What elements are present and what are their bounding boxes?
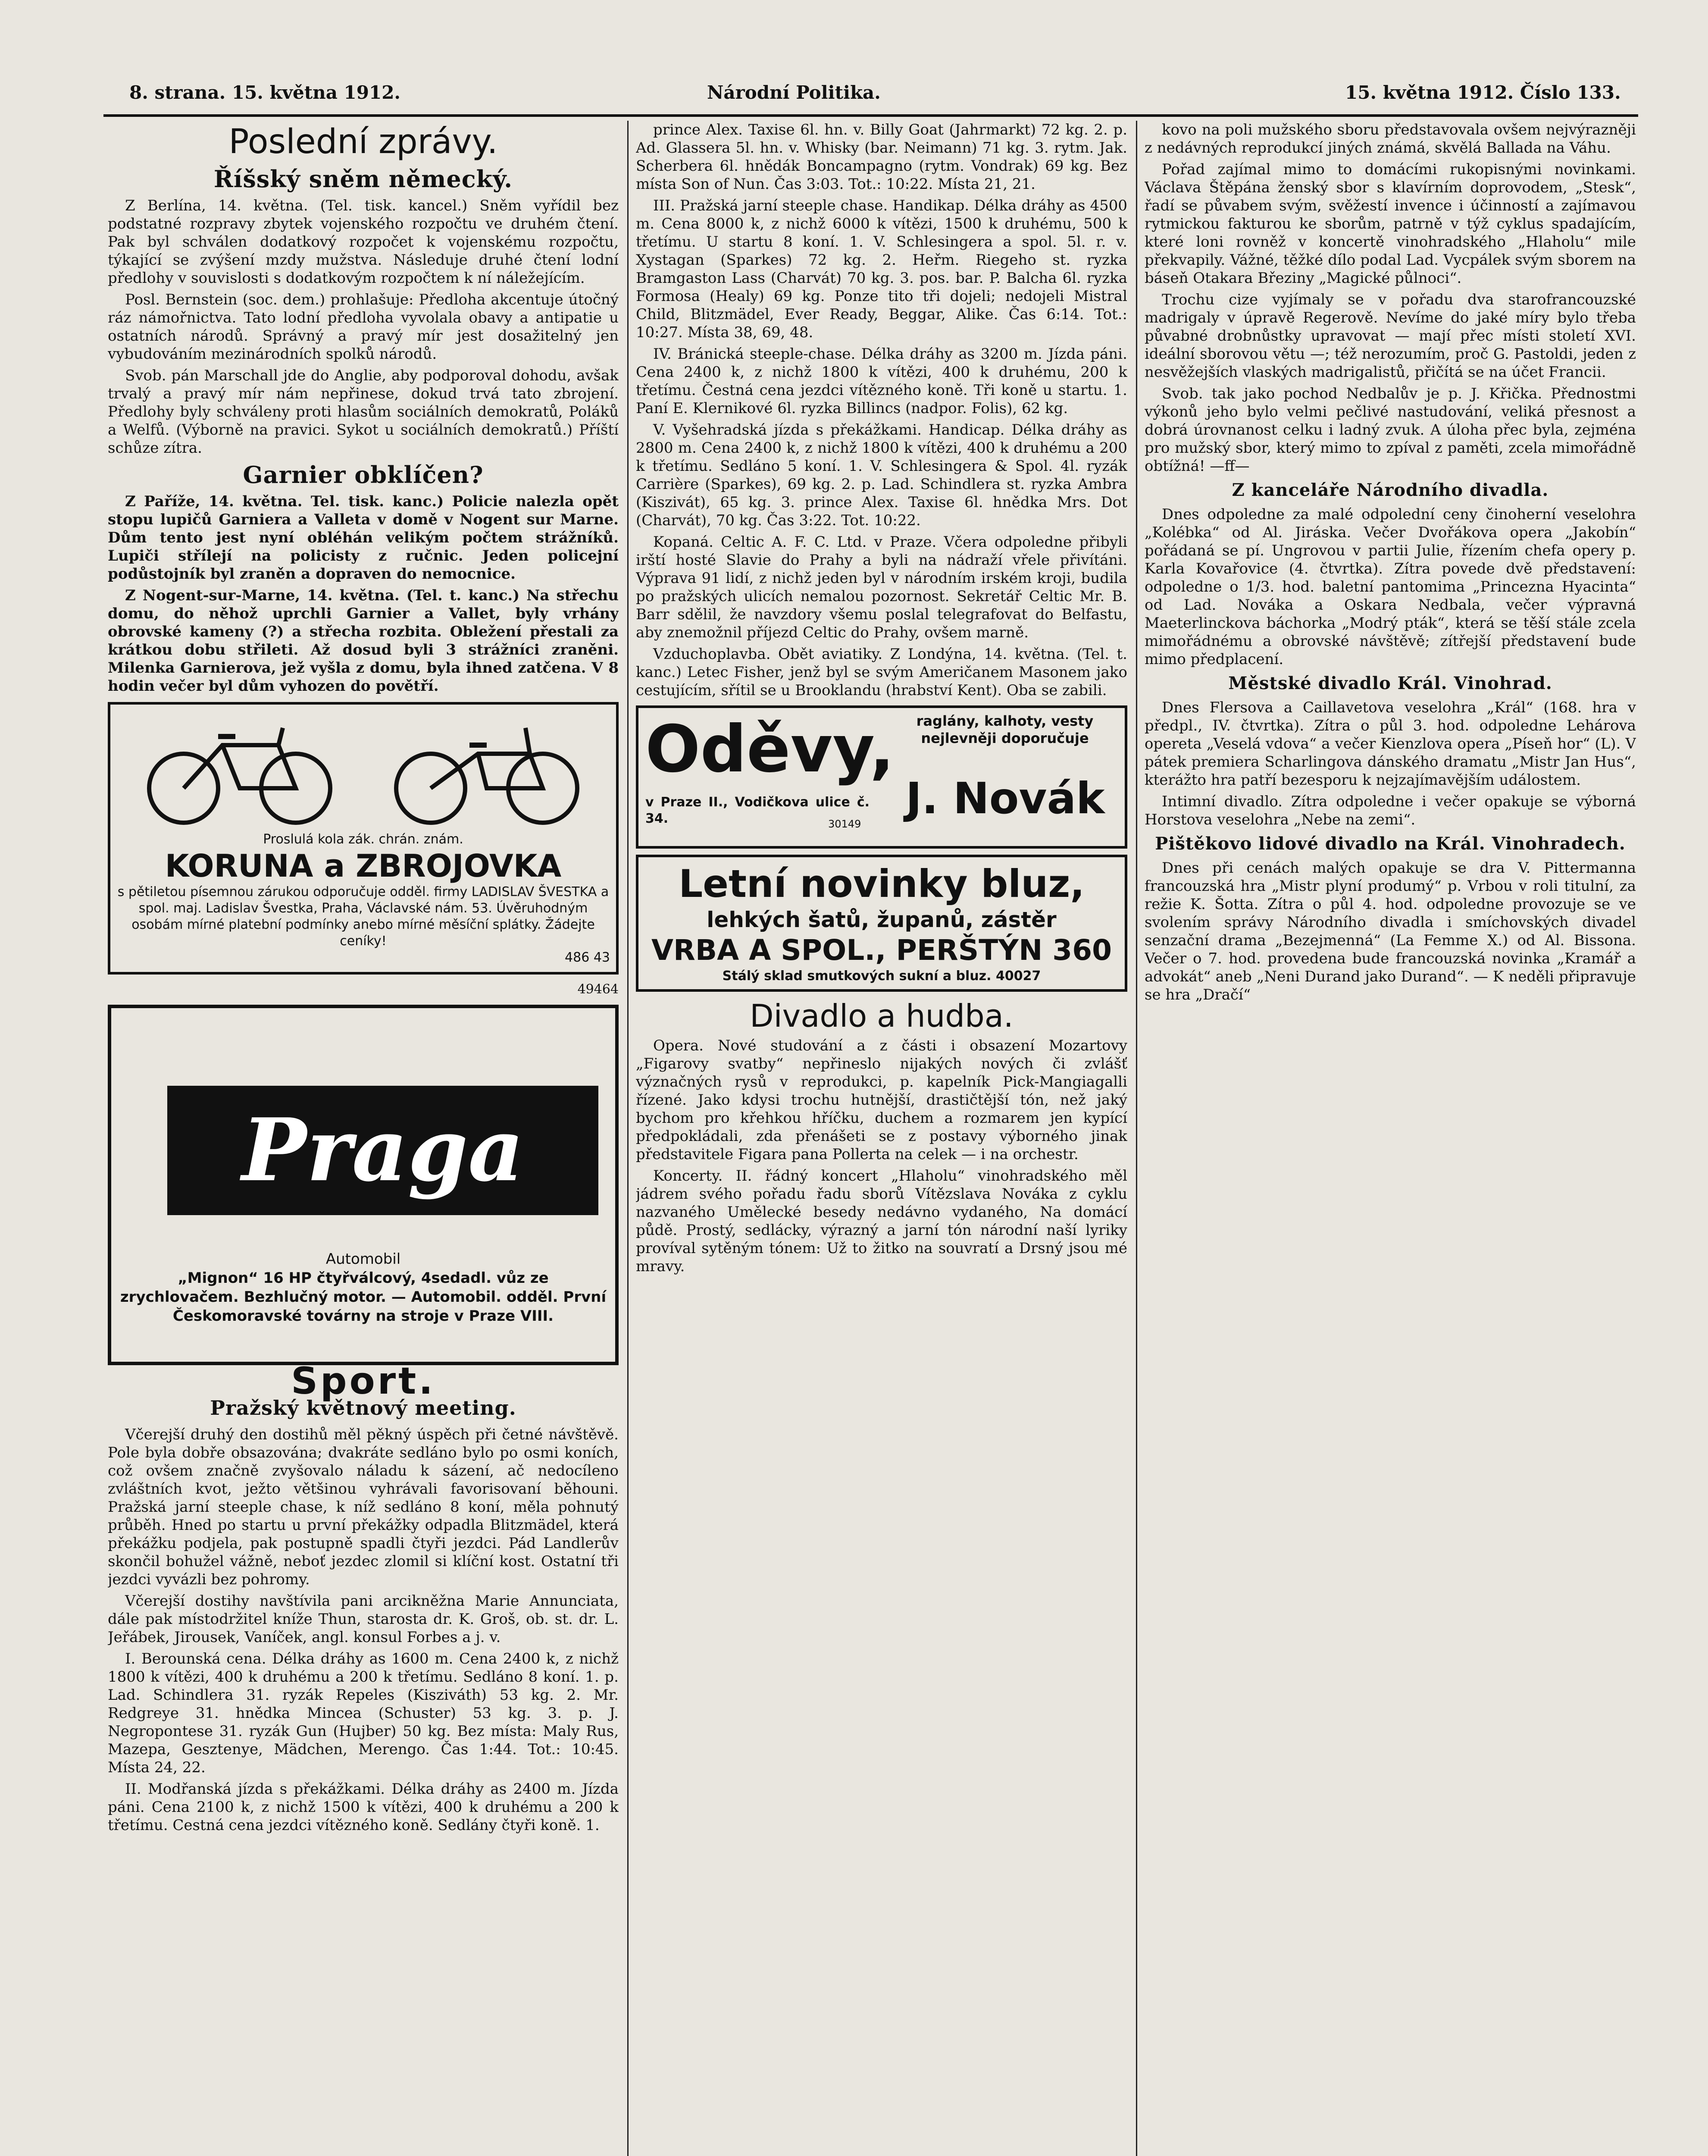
ad-title: Letní novinky bluz, (679, 862, 1085, 906)
column-divider (1136, 121, 1137, 2156)
ad-line: „Mignon“ 16 HP čtyřválcový, 4sedadl. vůz ze zrychlovačem. Bezhlučný motor. — Automobil. odděl. První Českomoravské továrny na stroje v Praze VIII. (120, 1269, 607, 1325)
ad-address: v Praze II., Vodičkova ulice č. 34. (645, 795, 870, 826)
page-info-right: 15. května 1912. Číslo 133. (1345, 82, 1621, 103)
page-info-left: 8. strana. 15. května 1912. (129, 82, 401, 103)
ad-code: 49464 (577, 982, 619, 997)
article-paragraph: Z Paříže, 14. května. Tel. tisk. kanc.) Policie nalezla opět stopu lupičů Garniera a Valleta v domě v Nogent sur Marne. Dům tento jest nyní obléhán velikým počtem strážníků. Lupiči střílejí na policisty z ručnic. Jeden policejní podůstojník byl zraněn a dopraven do nemocnice. (108, 493, 619, 583)
masthead (103, 78, 1638, 112)
ad-code: 30149 (828, 818, 861, 830)
newspaper-page (103, 78, 1638, 2156)
ad-sub: lehkých šatů, županů, zástěr (707, 907, 1057, 932)
article-headline: Pištěkovo lidové divadlo na Král. Vinohradech. (1155, 834, 1626, 854)
column-divider (627, 121, 629, 2156)
article-paragraph: Svob. tak jako pochod Nedbalův je p. J. Křička. Přednostmi výkonů jeho bylo velmi pečlivé nastudování, veliká přesnost a dobrá úrovnanost celku i ladný zvuk. A úloha přec byla, zejména pro mužský sbor, který mimo to zpíval z paměti, zcela mimořádně obtížná! —ff— (1145, 385, 1636, 475)
article-headline: Městské divadlo Král. Vinohrad. (1228, 673, 1552, 693)
article-paragraph: kovo na poli mužského sboru představovala ovšem nejvýrazněji z nedávných reprodukcí jiných známá, skvělá Ballada na Váhu. (1145, 121, 1636, 157)
article-paragraph: Včerejší druhý den dostihů měl pěkný úspěch při četné návštěvě. Pole byla dobře obsazována; dvakráte sedláno bylo po osmi koních, což ovšem značně zvyšovalo náladu k sázení, ač nedocíleno zvláštních kvot, ježto většinou vyhrávali favorisovaní běhouni. Pražská jarní steeple chase, k níž sedláno 8 koní, měla pohnutý průběh. Hned po startu u první překážky odpadla Blitzmädel, která překážku podjela, pak postupně spadli čtyři jezdci. Pád Landlerův skončil bohužel vážně, neboť jezdec zlomil si klíční kost. Ostatní tři jezdci vyvázli bez pohromy. (108, 1426, 619, 1588)
advertisement-bicycles (108, 702, 619, 975)
article-paragraph: Intimní divadlo. Zítra odpoledne i večer opakuje se výborná Horstova veselohra „Nebe na zemi“. (1145, 793, 1636, 828)
article-paragraph: Včerejší dostihy navštívila pani arcikněžna Marie Annunciata, dále pak místodržitel kníže Thun, starosta dr. K. Groš, ob. st. dr. L. Jeřábek, Jirousek, Vaníček, angl. konsul Forbes a j. v. (108, 1592, 619, 1646)
article-paragraph: Z Berlína, 14. května. (Tel. tisk. kancel.) Sněm vyřídil bez podstatné rozpravy zbytek vojenského rozpočtu ve druhém čtení. Pak byl schválen dodatkový rozpočet k vojenskému rozpočtu, týkající se zvýšení mzdy mužstva. Následuje druhé čtení lodní předlohy v souvislosti s dodatkovým rozpočtem k ní náležejícím. (108, 197, 619, 287)
ad-line: Automobil (325, 1250, 401, 1268)
ad-footer: Stálý sklad smutkových sukní a bluz. 40027 (722, 968, 1041, 984)
article-paragraph: I. Berounská cena. Délka dráhy as 1600 m. Cena 2400 k, z nichž 1800 k vítězi, 400 k druhému a 200 k třetímu. Sedláno 8 koní. 1. p. Lad. Schindlera 31. ryzák Repeles (Kisziváth) 53 kg. 2. Mr. Redgreye 31. hnědka Mincea (Schuster) 53 kg. 3. p. J. Negropontese 31. ryzák Gun (Hujber) 50 kg. Bez místa: Maly Rus, Mazepa, Gesztenye, Mädchen, Merengo. Čas 1:44. Tot.: 10:45. Místa 24, 22. (108, 1650, 619, 1776)
ad-code: 486 43 (565, 950, 610, 965)
ad-line: s pětiletou písemnou zárukou odporučuje odděl. firmy LADISLAV ŠVESTKA a spol. maj. Ladislav Švestka, Praha, Václavské nám. 53. Úvěruhodným osobám mírné platební podmínky anebo mírné měsíční splátky. Žádejte ceníky! (117, 884, 609, 949)
ad-brand: KORUNA a ZBROJOVKA (165, 848, 562, 884)
article-paragraph: Z Nogent-sur-Marne, 14. května. (Tel. t. kanc.) Na střechu domu, do něhož uprchli Garnier a Vallet, byly vrhány obrovské kameny (?) a střecha rozbita. Obležení přestali za krátkou dobu střileti. Až dosud byli 3 strážníci zraněni. Milenka Garnierova, jež vyšla z domu, byla ihned zatčena. V 8 hodin večer byl dům vyhozen do povětří. (108, 587, 619, 695)
ad-tagline: raglány, kalhoty, vesty nejlevněji doporučuje (916, 713, 1094, 746)
article-paragraph: Koncerty. II. řádný koncert „Hlaholu“ vinohradského měl jádrem svého pořadu řadu sborů Vítězslava Nováka z cyklu nazvaného Umělecké besedy nedávno vydaného, Na domácí půdě. Prostý, sedlácky, výrazný a jarní tón národní naší lyriky províval sytěným tónem: Už to žitko na souvratí a Drsný jsou mé mravy. (636, 1167, 1127, 1275)
article-paragraph: V. Vyšehradská jízda s překážkami. Handicap. Délka dráhy as 2800 m. Cena 2400 k, z nichž 1800 k vítězi, 400 k druhému a 200 k třetímu. Sedláno 5 koní. 1. V. Schlesingera & Spol. 4l. ryzák Carrière (Sparkes), 69 kg. 2. p. Lad. Schindlera st. ryzka Ambra (Kiszivát), 65 kg. 3. prince Alex. Taxise 6l. hnědka Mrs. Dot (Charvát), 70 kg. Čas 3:22. Tot. 10:22. (636, 421, 1127, 529)
column-1 (108, 121, 619, 2156)
ad-brand: Oděvy, (645, 712, 895, 787)
article-paragraph: IV. Bránická steeple-chase. Délka dráhy as 3200 m. Jízda páni. Cena 2400 k, z nichž 1800 k vítězi, 400 k druhému, 200 k třetímu. Čestná cena jezdci vítězného koně. Tři koně u startu. 1. Paní E. Klernikové 6l. ryzka Billincs (nadpor. Folis), 62 kg. (636, 345, 1127, 417)
article-paragraph: Opera. Nové studování a z části i obsazení Mozartovy „Figarovy svatby“ nepřineslo nijakých nových či zvlášť význačných rysů v reprodukci, p. kapelník Pick-Mangiagalli řízené. Jako kdysi trochu hutnější, drastičtější tón, než jaký bychom pro křehkou hříčku, duchem a rozmarem jen kypící předpokládali, zda přenášeti se z postavy výborného jinak představitele Figara pana Pollerta na celek — i na orchestr. (636, 1037, 1127, 1163)
advertisement-praga (108, 1005, 619, 1365)
newspaper-title: Národní Politika. (707, 82, 881, 103)
ad-firm: VRBA A SPOL., PERŠTÝN 360 (651, 934, 1112, 967)
article-paragraph: Posl. Bernstein (soc. dem.) prohlašuje: Předloha akcentuje útočný ráz námořnictva. Tato lodní předloha vyvolala obavy a antipatie u ostatních národů. Správný a pravý mír jest dosažitelný jen vybudováním mezinárodních spolků národů. (108, 291, 619, 363)
advertisement-odevy (636, 705, 1127, 849)
article-paragraph: II. Modřanská jízda s překážkami. Délka dráhy as 2400 m. Jízda páni. Cena 2100 k, z nichž 1500 k vítězi, 400 k druhému a 200 k třetímu. Cestná cena jezdci vítězného koně. Sedlány čtyři koně. 1. (108, 1780, 619, 1834)
article-paragraph: Pořad zajímal mimo to domácími rukopisnými novinkami. Václava Štěpána ženský sbor s klavírním doprovodem, „Stesk“, řadí se půvabem svým, svěžestí invence i účinností a zajímavou rytmickou fakturou ke sborům, patrně v týž cyklus spadajícím, které loni rovněž v koncertě vinohradského „Hlaholu“ mile překvapily. Vážné, těžké dílo podal Lad. Vycpálek svým sborem na báseň Otakara Březiny „Magické půlnoci“. (1145, 161, 1636, 287)
ad-line: Proslulá kola zák. chrán. znám. (263, 832, 463, 847)
article-paragraph: prince Alex. Taxise 6l. hn. v. Billy Goat (Jahrmarkt) 72 kg. 2. p. Ad. Glassera 5l. hn. v. Whisky (bar. Neimann) 71 kg. 3. rytm. Jak. Scherbera 6l. hnědák Boncampagno (rytm. Vondrak) 69 kg. Bez místa Son of Nun. Čas 3:03. Tot.: 10:22. Místa 21, 21. (636, 121, 1127, 193)
article-headline: Garnier obklíčen? (243, 461, 484, 489)
ad-text (120, 1250, 607, 1326)
bicycle-icon (383, 715, 590, 827)
article-headline: Říšský sněm německý. (213, 165, 513, 193)
article-paragraph: III. Pražská jarní steeple chase. Handikap. Délka dráhy as 4500 m. Cena 8000 k, z nichž 6000 k vítězi, 1500 k druhému, 500 k třetímu. U startu 8 koní. 1. V. Schlesingera a spol. 5l. r. v. Xystagan (Sparkes) 72 kg. 2. Heřm. Riegeho st. ryzka Bramgaston Lass (Charvát) 70 kg. 3. pos. bar. P. Balcha 6l. ryzka Formosa (Healy) 69 kg. Ponze tito tři dojeli; nedojeli Mistral Child, Blitzmädel, Ever Ready, Beggar, Alike. Čas 6:14. Tot.: 10:27. Místa 38, 69, 48. (636, 197, 1127, 341)
article-paragraph: Vzduchoplavba. Obět aviatiky. Z Londýna, 14. května. (Tel. t. kanc.) Letec Fisher, jenž byl se svým Američanem Masonem jako cestujícím, sřítil se u Brooklandu (hrabství Kent). Oba se zabili. (636, 646, 1127, 699)
article-paragraph: Trochu cize vyjímaly se v pořadu dva starofrancouzské madrigaly v úpravě Regerově. Nevíme do jaké míry bylo třeba půvabné drobnůstky upravovat — mají přec místi století XVI. ideální sborovou větu —; též nerozumím, proč G. Pastoldi, jeden z nesvěžejších vlaských madrigalistů, přičítá se na účet Francii. (1145, 291, 1636, 381)
bicycle-icon (136, 715, 343, 827)
section-title-sport: Sport. (291, 1360, 435, 1403)
column-2 (636, 121, 1127, 2156)
bicycle-illustrations (116, 711, 610, 831)
article-paragraph: Kopaná. Celtic A. F. C. Ltd. v Praze. Včera odpoledne přibyli irští hosté Slavie do Prahy a byli na nádraží vřele přivítáni. Výprava 91 lidí, z nichž jeden byl v národním irském kroji, budila po pražských ulicích nemalou pozornost. Sekretář Celtic Mr. B. Barr sdělil, že navzdory všemu poslal telegrafovat do Belfastu, aby znemožnil příjezd Celtic do Prahy, ovšem marně. (636, 533, 1127, 641)
praga-logo: Praga (167, 1086, 598, 1215)
article-paragraph: Dnes Flersova a Caillavetova veselohra „Král“ (168. hra v předpl., IV. čtvrtka). Zítra o půl 3. hod. odpoledne Lehárova opereta „Veselá vdova“ a večer Kienzlova opera „Píseň hor“ (L). V pátek premiera Scharlingova dánského dramatu „Mistr Jan Hus“, kterážto hra patří bezesporu k nejzajímavějším událostem. (1145, 699, 1636, 789)
advertisement-bluz (636, 855, 1127, 992)
article-paragraph: Svob. pán Marschall jde do Anglie, aby podporoval dohodu, avšak trvalý a pravý mír nám nepřinese, dokud trvá tato zbrojení. Předlohy byly schváleny proti hlasům sociálních demokratů, Poláků a Welfů. (Výborně na pravici. Sykot u sociálních demokratů.) Příští schůze zítra. (108, 367, 619, 457)
column-3 (1145, 121, 1636, 2156)
article-paragraph: Dnes odpoledne za malé odpolední ceny činoherní veselohra „Kolébka“ od Al. Jiráska. Večer Dvořákova opera „Jakobín“ pořádaná se pí. Ungrovou v partii Julie, řízením chefa opery p. Karla Kovařovice (4. čtvrtka). Zítra povede dvě představení: odpoledne o 1/3. hod. baletní pantomima „Princezna Hyacinta“ od Lad. Nováka a Oskara Nedbala, večer výpravná Maeterlinckova báchorka „Modrý pták“, která se těší stále zcela mimořádnému a obrovské návštěvě; zítřejší představení bude mimo předplacení. (1145, 506, 1636, 668)
ad-name: J. Novák (906, 773, 1105, 824)
article-headline: Z kanceláře Národního divadla. (1232, 480, 1549, 500)
article-headline: Pražský květnový meeting. (210, 1396, 516, 1420)
section-title-divadlo: Divadlo a hudba. (750, 998, 1014, 1034)
article-paragraph: Dnes při cenách malých opakuje se dra V. Pittermanna francouzská hra „Mistr plyní produmý“ p. Vrbou v roli titulní, za režie K. Šotta. Zítra o půl 4. hod. odpoledne provozuje se ve svolením správy Národního divadla i smíchovských divadel senzační drama „Bezejmenná“ (La Femme X.) od Al. Bissona. Večer o 7. hod. provedena bude francouzská novinka „Kramář a advokát“ aneb „Neni Durand jako Durand“. — K neděli připravuje se hra „Dračí“ (1145, 859, 1636, 1003)
section-title: Poslední zprávy. (228, 122, 498, 161)
masthead-rule (103, 114, 1638, 117)
